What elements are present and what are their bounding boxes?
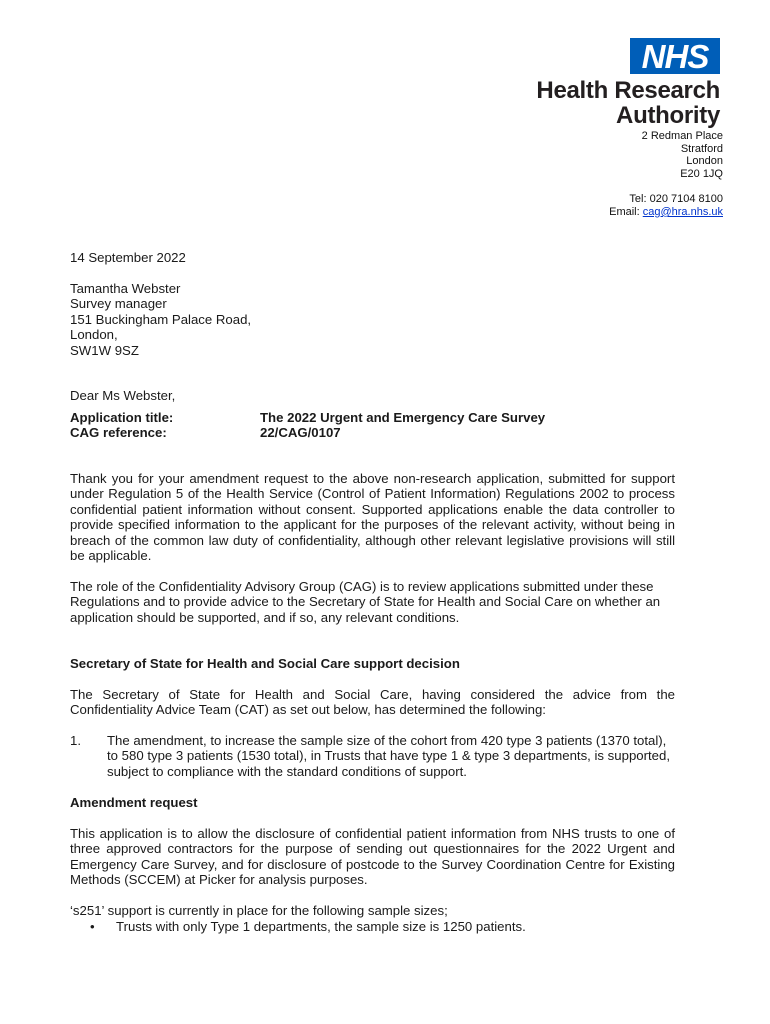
address-line: E20 1JQ: [680, 167, 723, 180]
email-label: Email:: [609, 206, 643, 218]
address-line: 2 Redman Place: [641, 130, 723, 142]
telephone: Tel: 020 7104 8100: [629, 193, 723, 205]
application-details: [70, 410, 545, 441]
application-title-value: The 2022 Urgent and Emergency Care Survey: [260, 410, 546, 425]
address-line: London: [686, 155, 723, 167]
recipient-line: Survey manager: [70, 296, 167, 312]
recipient-line: Tamantha Webster: [70, 281, 181, 296]
letter-date: 14 September 2022: [70, 250, 186, 265]
application-title-label: Application title:: [70, 410, 174, 425]
paragraph-decision: The Secretary of State for Health and Social Care, having considered the advice from the Confidentiality Advice Team (CAT) as set out below, has determined the following:: [70, 687, 675, 718]
org-name: [536, 78, 720, 128]
salutation: Dear Ms Webster,: [70, 388, 176, 403]
cag-reference-label: CAG reference:: [70, 425, 167, 441]
sender-contact: [609, 193, 723, 219]
recipient-address: [70, 281, 675, 358]
sender-address: [642, 130, 723, 180]
numbered-item: [70, 733, 675, 779]
item-number: 1.: [70, 733, 81, 748]
paragraph-intro: Thank you for your amendment request to the above non-research application, submitted for support under Regulation 5 of the Health Service (Control of Patient Information) Regulations 2002 to process confidential patient information without consent. Supported applications enable the data controller to provide specified information to the applicant for the purposes of the relevant activity, without being in breach of the common law duty of confidentiality, although other relevant legislative provisions will still be applicable.: [70, 471, 675, 564]
bullet-text: Trusts with only Type 1 departments, the sample size is 1250 patients.: [116, 919, 526, 934]
org-name-line2: Authority: [616, 102, 720, 129]
section-heading-amendment: Amendment request: [70, 795, 198, 810]
address-line: Stratford: [680, 142, 723, 155]
cag-reference-value: 22/CAG/0107: [260, 425, 341, 441]
cag-reference-row: [70, 425, 545, 440]
item-text: The amendment, to increase the sample size of the cohort from 420 type 3 patients (1370 total), to 580 type 3 patients (1530 total), in Trusts that have type 1 & type 3 departments, is supported, subject to compliance with the standard conditions of support.: [107, 733, 670, 779]
email-link[interactable]: cag@hra.nhs.uk: [642, 206, 723, 218]
org-name-line1: Health Research: [536, 77, 720, 104]
application-title-row: [70, 410, 545, 425]
bullet-item: [90, 919, 526, 934]
bullet-symbol: •: [90, 919, 95, 934]
nhs-logo: NHS: [630, 38, 720, 74]
recipient-line: SW1W 9SZ: [70, 342, 139, 358]
paragraph-cag-role: The role of the Confidentiality Advisory Group (CAG) is to review applications submitted under these Regulations and to provide advice to the Secretary of State for Health and Social Care on whether an application should be supported, and if so, any relevant conditions.: [70, 579, 661, 625]
recipient-line: London,: [70, 327, 118, 343]
paragraph-amendment: This application is to allow the disclosure of confidential patient information from NHS trusts to one of three approved contractors for the purpose of sending out questionnaires for the 2022 Urgent and Emergency Care Survey, and for disclosure of postcode to the Survey Coordination Centre for Existing Methods (SCCEM) at Picker for analysis purposes.: [70, 826, 675, 888]
recipient-line: 151 Buckingham Palace Road,: [70, 311, 252, 327]
section-heading-decision: Secretary of State for Health and Social Care support decision: [70, 656, 460, 671]
email-line: [609, 206, 723, 219]
paragraph-sample-sizes: ‘s251’ support is currently in place for the following sample sizes;: [70, 903, 448, 918]
